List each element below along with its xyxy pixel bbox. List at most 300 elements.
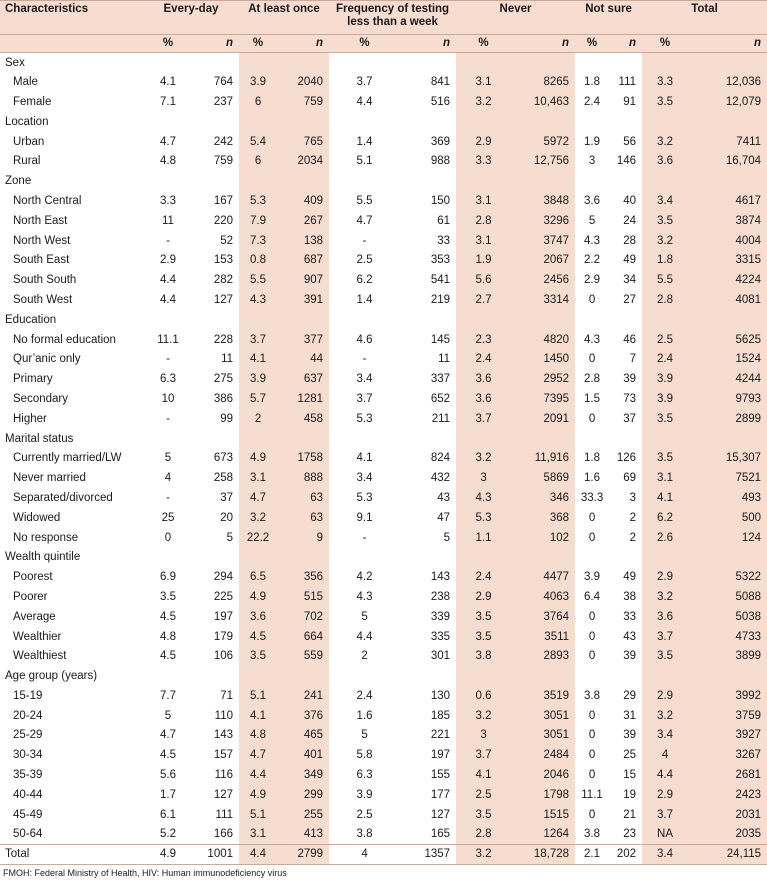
count-cell: 376	[277, 706, 329, 726]
count-cell: 2899	[688, 409, 767, 429]
count-cell: 20	[220, 511, 234, 524]
percent-cell: 3.9	[642, 389, 688, 409]
percent-cell: 11.1	[157, 333, 179, 346]
count-cell: 3747	[511, 231, 575, 251]
percent-cell: 2.7	[456, 290, 511, 310]
count-cell: 3051	[511, 726, 575, 746]
row-label: 45-49	[13, 808, 43, 821]
count-cell: 3511	[511, 627, 575, 647]
percent-cell: 2	[239, 409, 277, 429]
count-cell: 3267	[688, 745, 767, 765]
empty-cell	[511, 310, 575, 330]
count-cell: 432	[430, 472, 451, 485]
header-pct: %	[456, 35, 511, 53]
count-cell: 2091	[511, 409, 575, 429]
count-cell: 15	[623, 769, 637, 782]
header-characteristics: Characteristics	[0, 1, 143, 35]
empty-cell	[688, 112, 767, 132]
percent-cell: 2.8	[584, 373, 601, 386]
percent-cell: 3.1	[456, 231, 511, 251]
count-cell: 37	[220, 491, 234, 504]
table-row	[0, 349, 767, 369]
empty-cell	[575, 547, 609, 567]
percent-cell: 3.9	[356, 788, 373, 801]
percent-cell: 5	[588, 214, 596, 227]
section-label: Age group (years)	[5, 670, 98, 683]
percent-cell: 6.2	[642, 508, 688, 528]
count-cell: 907	[277, 270, 329, 290]
count-cell: 7411	[688, 132, 767, 152]
count-cell: 888	[277, 468, 329, 488]
empty-cell	[609, 53, 642, 73]
count-cell: 5	[443, 531, 451, 544]
table-row	[0, 805, 767, 825]
count-cell: 5038	[688, 607, 767, 627]
count-cell: 335	[430, 630, 451, 643]
table-row	[0, 567, 767, 587]
count-cell: 824	[430, 452, 451, 465]
empty-cell	[277, 310, 329, 330]
count-cell: 516	[430, 95, 451, 108]
percent-cell: 3.6	[456, 389, 511, 409]
count-cell: 409	[277, 191, 329, 211]
count-cell: 49	[623, 254, 637, 267]
percent-cell: 3.3	[642, 72, 688, 92]
count-cell: 12,756	[511, 151, 575, 171]
percent-cell: 3.5	[160, 590, 176, 603]
percent-cell: 3.5	[642, 211, 688, 231]
percent-cell: 11	[162, 214, 174, 227]
percent-cell: 0	[588, 769, 596, 782]
percent-cell: NA	[642, 825, 688, 845]
empty-cell	[609, 171, 642, 191]
empty-cell	[193, 310, 239, 330]
count-cell: 1357	[400, 844, 456, 864]
count-cell: 2681	[688, 765, 767, 785]
count-cell: 2040	[277, 72, 329, 92]
empty-cell	[511, 53, 575, 73]
empty-cell	[143, 112, 193, 132]
empty-cell	[688, 171, 767, 191]
empty-cell	[609, 547, 642, 567]
table-row	[0, 607, 767, 627]
count-cell: 515	[277, 587, 329, 607]
table-row	[0, 686, 767, 706]
percent-cell: 0	[588, 709, 596, 722]
percent-cell: 1.4	[356, 293, 373, 306]
percent-cell: 4.7	[160, 729, 176, 742]
row-label: Wealthier	[13, 630, 62, 643]
percent-cell: 5	[361, 610, 368, 623]
count-cell: 225	[213, 590, 234, 603]
count-cell: 167	[213, 194, 234, 207]
empty-cell	[575, 666, 609, 686]
count-cell: 7	[629, 353, 637, 366]
header-total: Total	[642, 1, 767, 35]
count-cell: 2034	[277, 151, 329, 171]
count-cell: 221	[430, 729, 451, 742]
count-cell: 1798	[511, 785, 575, 805]
count-cell: 25	[623, 749, 637, 762]
table-row	[0, 726, 767, 746]
count-cell: 2484	[511, 745, 575, 765]
header-n: n	[277, 35, 329, 53]
table-row	[0, 646, 767, 666]
empty-cell	[193, 429, 239, 449]
count-cell: 353	[430, 254, 451, 267]
percent-cell: 4	[329, 844, 400, 864]
percent-cell: 1.8	[584, 452, 601, 465]
count-cell: 102	[511, 528, 575, 548]
percent-cell: 5.7	[239, 389, 277, 409]
count-cell: 4820	[511, 330, 575, 350]
percent-cell: 3.7	[642, 805, 688, 825]
percent-cell: -	[166, 234, 170, 247]
percent-cell: 3.8	[356, 828, 373, 841]
table-row	[0, 211, 767, 231]
percent-cell: 3.5	[239, 646, 277, 666]
percent-cell: 4.9	[239, 785, 277, 805]
count-cell: 145	[430, 333, 451, 346]
count-cell: 220	[213, 214, 234, 227]
percent-cell: 4.3	[239, 290, 277, 310]
count-cell: 3	[629, 491, 637, 504]
table-row	[0, 330, 767, 350]
percent-cell: -	[166, 491, 170, 504]
percent-cell: 6	[239, 92, 277, 112]
empty-cell	[143, 666, 193, 686]
header-n: n	[511, 35, 575, 53]
percent-cell: 3.2	[456, 844, 511, 864]
header-pct: %	[143, 35, 193, 53]
percent-cell: 5.2	[160, 828, 176, 841]
count-cell: 52	[220, 234, 234, 247]
percent-cell: -	[362, 531, 367, 544]
percent-cell: 3.7	[239, 330, 277, 350]
count-cell: 143	[430, 571, 451, 584]
empty-cell	[193, 171, 239, 191]
empty-cell	[575, 171, 609, 191]
percent-cell: 4.6	[356, 333, 373, 346]
count-cell: 2	[629, 511, 637, 524]
count-cell: 2	[629, 531, 637, 544]
table-row	[0, 627, 767, 647]
section-label: Education	[5, 313, 57, 326]
count-cell: 2035	[688, 825, 767, 845]
percent-cell: 0	[588, 630, 596, 643]
header-less-than-week: Frequency of testing less than a week	[329, 1, 456, 35]
count-cell: 33	[623, 610, 637, 623]
row-label: Widowed	[13, 511, 61, 524]
count-cell: 377	[277, 330, 329, 350]
count-cell: 153	[213, 254, 234, 267]
empty-cell	[688, 429, 767, 449]
count-cell: 177	[430, 788, 451, 801]
percent-cell: 3.7	[456, 745, 511, 765]
section-label: Sex	[5, 56, 25, 69]
empty-cell	[400, 310, 456, 330]
empty-cell	[642, 171, 688, 191]
percent-cell: 0	[164, 531, 172, 544]
count-cell: 127	[430, 808, 451, 821]
percent-cell: 6.1	[160, 808, 176, 821]
percent-cell: 3.2	[456, 706, 511, 726]
percent-cell: 2.5	[642, 330, 688, 350]
section-header-row	[0, 310, 767, 330]
percent-cell: 0	[588, 749, 596, 762]
percent-cell: 3.5	[456, 627, 511, 647]
count-cell: 111	[215, 808, 234, 821]
table-row	[0, 448, 767, 468]
count-cell: 130	[430, 689, 451, 702]
percent-cell: 3.8	[584, 828, 601, 841]
percent-cell: 1.7	[160, 788, 176, 801]
empty-cell	[609, 666, 642, 686]
percent-cell: 5	[164, 452, 172, 465]
count-cell: 146	[616, 155, 637, 168]
percent-cell: 4.7	[160, 135, 176, 148]
empty-cell	[143, 171, 193, 191]
percent-cell: 5.5	[356, 194, 373, 207]
percent-cell: 2.4	[584, 95, 601, 108]
percent-cell: 4.4	[160, 293, 176, 306]
header-pct: %	[575, 35, 609, 53]
count-cell: 1524	[688, 349, 767, 369]
empty-cell	[642, 310, 688, 330]
count-cell: 15,307	[688, 448, 767, 468]
percent-cell: 1.9	[584, 135, 601, 148]
table-footnote: FMOH: Federal Ministry of Health, HIV: Human immunodeficiency virus	[3, 867, 287, 878]
percent-cell: 3.7	[356, 392, 373, 405]
count-cell: 301	[430, 650, 451, 663]
row-label: Higher	[13, 412, 47, 425]
percent-cell: 3.1	[642, 468, 688, 488]
table-row	[0, 785, 767, 805]
table-row	[0, 825, 767, 845]
empty-cell	[239, 112, 277, 132]
empty-cell	[456, 429, 511, 449]
percent-cell: 25	[161, 511, 175, 524]
table-row	[0, 270, 767, 290]
percent-cell: 5.3	[356, 491, 373, 504]
row-label: South West	[13, 293, 73, 306]
empty-cell	[239, 547, 277, 567]
section-label: Marital status	[5, 432, 74, 445]
percent-cell: 2.8	[456, 211, 511, 231]
count-cell: 687	[277, 250, 329, 270]
percent-cell: 4.8	[239, 726, 277, 746]
empty-cell	[511, 547, 575, 567]
count-cell: 99	[220, 412, 234, 425]
count-cell: 127	[213, 788, 234, 801]
count-cell: 1281	[277, 389, 329, 409]
count-cell: 24,115	[688, 844, 767, 864]
empty-cell	[329, 171, 400, 191]
count-cell: 4004	[688, 231, 767, 251]
count-cell: 759	[213, 155, 234, 168]
header-n: n	[400, 35, 456, 53]
percent-cell: 4.8	[160, 155, 176, 168]
empty-cell	[329, 666, 400, 686]
empty-cell	[642, 53, 688, 73]
count-cell: 219	[430, 293, 451, 306]
count-cell: 11	[438, 353, 451, 366]
count-cell: 202	[609, 844, 642, 864]
count-cell: 267	[277, 211, 329, 231]
percent-cell: 2.5	[356, 808, 373, 821]
row-label: Wealthiest	[13, 650, 67, 663]
count-cell: 282	[213, 274, 234, 287]
count-cell: 500	[688, 508, 767, 528]
percent-cell: 33.3	[580, 491, 604, 504]
percent-cell: 3.3	[456, 151, 511, 171]
count-cell: 238	[430, 590, 451, 603]
percent-cell: 3.5	[456, 805, 511, 825]
empty-cell	[193, 547, 239, 567]
count-cell: 31	[623, 709, 637, 722]
count-cell: 3051	[511, 706, 575, 726]
count-cell: 127	[213, 293, 234, 306]
percent-cell: 3.4	[642, 191, 688, 211]
count-cell: 9793	[688, 389, 767, 409]
count-cell: 369	[430, 135, 451, 148]
row-label: Separated/divorced	[13, 491, 113, 504]
percent-cell: 1.9	[456, 250, 511, 270]
count-cell: 386	[213, 392, 234, 405]
percent-cell: 3.5	[642, 646, 688, 666]
empty-cell	[642, 429, 688, 449]
percent-cell: 3.7	[356, 76, 373, 89]
percent-cell: 3.2	[456, 448, 511, 468]
percent-cell: 4.3	[584, 234, 601, 247]
empty-cell	[239, 171, 277, 191]
percent-cell: 4.7	[239, 488, 277, 508]
count-cell: 3848	[511, 191, 575, 211]
count-cell: 458	[277, 409, 329, 429]
percent-cell: 5.6	[160, 769, 176, 782]
percent-cell: 5	[361, 729, 368, 742]
count-cell: 111	[618, 76, 637, 89]
count-cell: 356	[277, 567, 329, 587]
count-cell: 185	[430, 709, 451, 722]
empty-cell	[400, 53, 456, 73]
count-cell: 33	[437, 234, 451, 247]
percent-cell: 22.2	[239, 528, 277, 548]
empty-cell	[277, 429, 329, 449]
count-cell: 339	[430, 610, 451, 623]
table-row	[0, 290, 767, 310]
percent-cell: 0	[588, 353, 596, 366]
table-row	[0, 745, 767, 765]
empty-cell	[511, 112, 575, 132]
empty-cell	[143, 310, 193, 330]
percent-cell: 2.9	[456, 587, 511, 607]
percent-cell: 3.2	[642, 231, 688, 251]
section-header-row	[0, 547, 767, 567]
count-cell: 63	[277, 508, 329, 528]
count-cell: 559	[277, 646, 329, 666]
count-cell: 2799	[277, 844, 329, 864]
percent-cell: 1.8	[642, 250, 688, 270]
percent-cell: 4.1	[239, 706, 277, 726]
header-n: n	[688, 35, 767, 53]
percent-cell: 3.9	[584, 571, 601, 584]
count-cell: 2423	[688, 785, 767, 805]
count-cell: 702	[277, 607, 329, 627]
percent-cell: 4.5	[160, 749, 176, 762]
count-cell: 759	[277, 92, 329, 112]
empty-cell	[456, 112, 511, 132]
row-label: Poorer	[13, 590, 48, 603]
count-cell: 27	[623, 293, 637, 306]
count-cell: 465	[277, 726, 329, 746]
percent-cell: 1.1	[456, 528, 511, 548]
table-row	[0, 706, 767, 726]
percent-cell: 3.6	[642, 607, 688, 627]
percent-cell: 3.6	[584, 194, 601, 207]
empty-cell	[642, 112, 688, 132]
empty-cell	[511, 429, 575, 449]
percent-cell: -	[362, 353, 367, 366]
empty-cell	[456, 310, 511, 330]
percent-cell: 1.6	[356, 709, 373, 722]
percent-cell: 4.4	[642, 765, 688, 785]
percent-cell: 1.5	[584, 392, 601, 405]
table-row	[0, 468, 767, 488]
count-cell: 3992	[688, 686, 767, 706]
count-cell: 2456	[511, 270, 575, 290]
percent-cell: 3.6	[456, 369, 511, 389]
count-cell: 73	[623, 392, 637, 405]
count-cell: 197	[430, 749, 451, 762]
percent-cell: 2.5	[456, 785, 511, 805]
empty-cell	[609, 310, 642, 330]
percent-cell: 3.5	[642, 92, 688, 112]
count-cell: 349	[277, 765, 329, 785]
count-cell: 69	[623, 472, 637, 485]
empty-cell	[193, 666, 239, 686]
row-label: 40-44	[13, 788, 43, 801]
percent-cell: 4.4	[160, 274, 176, 287]
count-cell: 5	[226, 531, 234, 544]
empty-cell	[143, 53, 193, 73]
count-cell: 49	[623, 571, 637, 584]
empty-cell	[143, 429, 193, 449]
percent-cell: -	[166, 412, 170, 425]
section-label: Location	[5, 115, 49, 128]
count-cell: 1758	[277, 448, 329, 468]
table-row	[0, 765, 767, 785]
count-cell: 91	[623, 95, 637, 108]
percent-cell: 4.5	[160, 610, 176, 623]
count-cell: 765	[277, 132, 329, 152]
percent-cell: 3.6	[642, 151, 688, 171]
percent-cell: 9.1	[356, 511, 373, 524]
empty-cell	[277, 171, 329, 191]
empty-cell	[456, 171, 511, 191]
percent-cell: 5.3	[356, 412, 373, 425]
count-cell: 12,036	[688, 72, 767, 92]
percent-cell: 10	[161, 392, 175, 405]
count-cell: 652	[430, 392, 451, 405]
row-label: Total	[0, 844, 143, 864]
percent-cell: 2.4	[456, 567, 511, 587]
percent-cell: 3.1	[456, 191, 511, 211]
empty-cell	[575, 53, 609, 73]
empty-cell	[329, 310, 400, 330]
percent-cell: 3.2	[456, 92, 511, 112]
table-row	[0, 92, 767, 112]
